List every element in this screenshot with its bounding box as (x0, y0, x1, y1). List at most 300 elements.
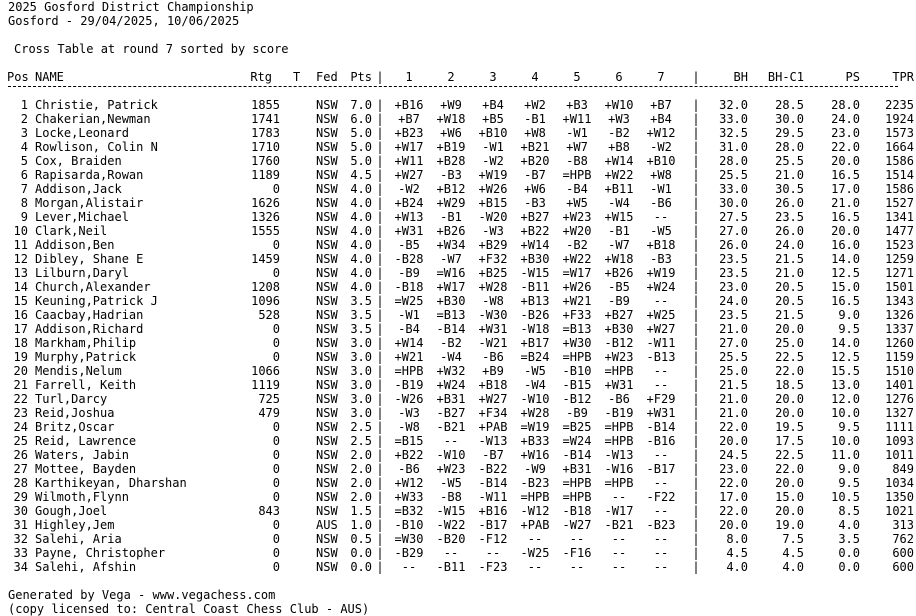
cell-rtg: 479 (258, 406, 280, 420)
cell-round-1: -B18 (394, 280, 424, 294)
cell-ps: 12.5 (831, 350, 860, 364)
cell-fed: NSW (316, 350, 338, 364)
cell-round-2: -W7 (440, 252, 462, 266)
cell-tpr: 1510 (885, 364, 914, 378)
cell-pos: 3 (20, 126, 28, 140)
cell-name: Locke,Leonard (35, 126, 129, 140)
cell-rtg: 1066 (251, 364, 280, 378)
row-separator-right: | (692, 182, 700, 196)
cell-round-5: -B9 (566, 406, 588, 420)
cell-ps: 4.0 (838, 518, 860, 532)
cell-round-7: +W8 (650, 168, 672, 182)
cell-pts: 3.0 (350, 336, 372, 350)
cell-round-1: -B29 (394, 546, 424, 560)
cell-round-7: -B13 (646, 350, 676, 364)
cell-round-5: -W27 (562, 518, 592, 532)
col-round-5: 5 (573, 70, 581, 84)
cell-round-5: -B15 (562, 378, 592, 392)
cell-bh: 4.5 (726, 546, 748, 560)
table-row (0, 210, 916, 224)
cell-round-3: +W31 (478, 322, 508, 336)
cell-rtg: 1119 (251, 378, 280, 392)
cell-rtg: 0 (272, 336, 280, 350)
cell-bhc1: 23.5 (775, 210, 804, 224)
cell-round-6: -B5 (608, 280, 630, 294)
cell-round-6: -B6 (608, 392, 630, 406)
cell-round-7: -- (653, 378, 669, 392)
cell-round-5: -B8 (566, 154, 588, 168)
row-separator-right: | (692, 238, 700, 252)
cell-round-7: -W5 (650, 224, 672, 238)
cell-round-2: +B26 (436, 224, 466, 238)
cell-tpr: 762 (892, 532, 914, 546)
cell-fed: NSW (316, 98, 338, 112)
cell-fed: NSW (316, 224, 338, 238)
cell-round-4: -- (527, 560, 543, 574)
cell-fed: NSW (316, 364, 338, 378)
table-row (0, 322, 916, 336)
cell-pos: 2 (20, 112, 28, 126)
cell-round-6: -- (611, 546, 627, 560)
row-separator-left: | (376, 308, 384, 322)
cell-pts: 4.0 (350, 196, 372, 210)
cell-round-6: =HPB (604, 434, 634, 448)
col-pos: Pos (7, 70, 29, 84)
row-separator-right: | (692, 210, 700, 224)
cell-bhc1: 20.0 (775, 504, 804, 518)
cell-rtg: 0 (272, 434, 280, 448)
cell-round-6: -- (611, 490, 627, 504)
cell-fed: NSW (316, 280, 338, 294)
cell-bhc1: 22.0 (775, 462, 804, 476)
cell-round-1: +B16 (394, 98, 424, 112)
row-separator-right: | (692, 294, 700, 308)
cell-round-4: -W5 (524, 364, 546, 378)
row-separator-left: | (376, 392, 384, 406)
cell-round-2: +B12 (436, 182, 466, 196)
cell-bh: 24.0 (719, 294, 748, 308)
row-separator-right: | (692, 406, 700, 420)
cell-round-4: -B1 (524, 112, 546, 126)
cell-pos: 16 (13, 308, 28, 322)
cell-round-7: +W27 (646, 322, 676, 336)
cell-round-6: -W4 (608, 196, 630, 210)
cell-round-4: +B17 (520, 336, 550, 350)
row-separator-right: | (692, 518, 700, 532)
cell-round-7: -- (653, 532, 669, 546)
cell-round-6: =HPB (604, 364, 634, 378)
cell-round-6: -W7 (608, 238, 630, 252)
table-row (0, 238, 916, 252)
cell-name: Rapisarda,Rowan (35, 168, 144, 182)
row-separator-right: | (692, 420, 700, 434)
cell-round-1: -B9 (398, 266, 420, 280)
table-row (0, 252, 916, 266)
cell-round-1: -B28 (394, 252, 424, 266)
cell-rtg: 1783 (251, 126, 280, 140)
cell-round-3: +W28 (478, 280, 508, 294)
cell-fed: NSW (316, 448, 338, 462)
col-bhc1: BH-C1 (767, 70, 804, 84)
cell-round-5: -- (569, 560, 585, 574)
cell-round-4: -- (527, 532, 543, 546)
cell-round-2: +B31 (436, 392, 466, 406)
cell-tpr: 313 (892, 518, 914, 532)
cell-round-6: -B1 (608, 224, 630, 238)
cell-round-6: -B2 (608, 126, 630, 140)
cell-tpr: 1477 (885, 224, 914, 238)
cell-round-7: -- (653, 504, 669, 518)
cell-ps: 11.0 (831, 448, 860, 462)
cell-pts: 0.5 (350, 532, 372, 546)
cell-round-5: +B31 (562, 462, 592, 476)
table-row (0, 168, 916, 182)
cell-ps: 16.5 (831, 294, 860, 308)
cell-round-1: +B23 (394, 126, 424, 140)
cell-round-2: +W9 (440, 98, 462, 112)
cell-round-5: +W26 (562, 280, 592, 294)
cell-fed: NSW (316, 266, 338, 280)
cell-round-4: =W19 (520, 420, 550, 434)
cell-bh: 33.0 (719, 182, 748, 196)
cell-name: Morgan,Alistair (35, 196, 144, 210)
cell-rtg: 1741 (251, 112, 280, 126)
cell-rtg: 0 (272, 518, 280, 532)
cell-bhc1: 4.0 (782, 560, 804, 574)
cell-bh: 25.0 (719, 364, 748, 378)
cell-bhc1: 22.5 (775, 350, 804, 364)
row-separator-right: | (692, 504, 700, 518)
row-separator-left: | (376, 532, 384, 546)
cell-round-6: =HPB (604, 476, 634, 490)
cell-round-4: -W4 (524, 378, 546, 392)
cell-round-2: =B13 (436, 308, 466, 322)
cell-round-1: +B22 (394, 448, 424, 462)
cell-round-6: +W31 (604, 378, 634, 392)
row-separator-left: | (376, 294, 384, 308)
cell-round-3: -W20 (478, 210, 508, 224)
cell-round-7: -W1 (650, 182, 672, 196)
cell-pts: 0.0 (350, 560, 372, 574)
cell-round-5: -B4 (566, 182, 588, 196)
row-separator-right: | (692, 168, 700, 182)
cell-round-2: +W32 (436, 364, 466, 378)
cell-bhc1: 19.0 (775, 518, 804, 532)
cell-pts: 2.0 (350, 448, 372, 462)
cell-pts: 4.0 (350, 252, 372, 266)
col-rtg: Rtg (250, 70, 272, 84)
row-separator-right: | (692, 336, 700, 350)
row-separator-left: | (376, 196, 384, 210)
row-separator-left: | (376, 546, 384, 560)
cell-fed: NSW (316, 336, 338, 350)
footer-generated: Generated by Vega - www.vegachess.com (8, 588, 276, 602)
cell-round-2: -W22 (436, 518, 466, 532)
table-row (0, 518, 916, 532)
cell-rtg: 0 (272, 448, 280, 462)
cell-round-3: +B29 (478, 238, 508, 252)
cell-pts: 3.5 (350, 308, 372, 322)
table-row (0, 560, 916, 574)
cell-pos: 23 (13, 406, 28, 420)
row-separator-right: | (692, 252, 700, 266)
cell-fed: NSW (316, 294, 338, 308)
row-separator-right: | (692, 112, 700, 126)
cell-bh: 27.0 (719, 224, 748, 238)
cell-bhc1: 4.5 (782, 546, 804, 560)
cell-name: Gough,Joel (35, 504, 108, 518)
cell-tpr: 1276 (885, 392, 914, 406)
cell-round-6: -B9 (608, 294, 630, 308)
cell-rtg: 1760 (251, 154, 280, 168)
cell-fed: AUS (316, 518, 338, 532)
cell-name: Salehi, Afshin (35, 560, 137, 574)
cell-fed: NSW (316, 378, 338, 392)
cell-tpr: 1341 (885, 210, 914, 224)
cell-round-5: -B18 (562, 504, 592, 518)
cell-round-6: +B11 (604, 182, 634, 196)
row-separator-right: | (692, 434, 700, 448)
cell-round-1: +W33 (394, 490, 424, 504)
cell-ps: 14.0 (831, 336, 860, 350)
row-separator-right: | (692, 224, 700, 238)
cell-round-4: =B24 (520, 350, 550, 364)
cell-round-4: -B3 (524, 196, 546, 210)
cell-round-1: +W11 (394, 154, 424, 168)
table-row (0, 140, 916, 154)
cell-round-4: +W28 (520, 406, 550, 420)
cell-round-5: =HPB (562, 490, 592, 504)
cell-round-4: +B13 (520, 294, 550, 308)
table-row (0, 546, 916, 560)
cell-round-2: +B28 (436, 154, 466, 168)
cell-round-5: =HPB (562, 168, 592, 182)
cell-pts: 1.5 (350, 504, 372, 518)
cell-fed: NSW (316, 476, 338, 490)
cell-pos: 30 (13, 504, 28, 518)
cell-name: Mottee, Bayden (35, 462, 137, 476)
cell-fed: NSW (316, 546, 338, 560)
cell-pts: 4.0 (350, 238, 372, 252)
cell-bh: 22.0 (719, 476, 748, 490)
col-t: T (293, 70, 301, 84)
cell-round-1: =B15 (394, 434, 424, 448)
cell-ps: 9.5 (838, 322, 860, 336)
cell-round-6: -B19 (604, 406, 634, 420)
row-separator-right: | (692, 350, 700, 364)
row-separator-left: | (376, 462, 384, 476)
cell-pts: 5.0 (350, 140, 372, 154)
row-separator-right: | (692, 546, 700, 560)
cell-tpr: 1501 (885, 280, 914, 294)
cell-round-5: -W1 (566, 126, 588, 140)
cell-rtg: 0 (272, 490, 280, 504)
cell-tpr: 1034 (885, 476, 914, 490)
cell-ps: 23.0 (831, 126, 860, 140)
row-separator-left: | (376, 378, 384, 392)
table-row (0, 504, 916, 518)
cell-tpr: 2235 (885, 98, 914, 112)
cell-round-7: +B7 (650, 98, 672, 112)
cell-tpr: 1327 (885, 406, 914, 420)
cell-round-2: -B27 (436, 406, 466, 420)
row-separator-left: | (376, 448, 384, 462)
header-divider (8, 86, 898, 87)
cell-round-7: -- (653, 210, 669, 224)
cell-bh: 20.0 (719, 518, 748, 532)
row-separator-right: | (692, 462, 700, 476)
cell-pos: 15 (13, 294, 28, 308)
table-row (0, 350, 916, 364)
cell-pos: 28 (13, 476, 28, 490)
cell-round-1: +W13 (394, 210, 424, 224)
cell-pos: 1 (20, 98, 28, 112)
cell-bh: 27.5 (719, 210, 748, 224)
table-row (0, 196, 916, 210)
cell-round-5: -B10 (562, 364, 592, 378)
col-sep-left: | (376, 70, 384, 84)
row-separator-left: | (376, 406, 384, 420)
col-tpr: TPR (892, 70, 914, 84)
cell-bh: 8.0 (726, 532, 748, 546)
cell-bh: 30.0 (719, 196, 748, 210)
row-separator-right: | (692, 448, 700, 462)
row-separator-right: | (692, 98, 700, 112)
cell-pts: 3.0 (350, 364, 372, 378)
cell-name: Wilmoth,Flynn (35, 490, 129, 504)
cell-tpr: 1527 (885, 196, 914, 210)
row-separator-left: | (376, 434, 384, 448)
cell-pts: 2.0 (350, 490, 372, 504)
cell-name: Church,Alexander (35, 280, 151, 294)
col-round-4: 4 (531, 70, 539, 84)
col-round-3: 3 (489, 70, 497, 84)
row-separator-right: | (692, 490, 700, 504)
cell-round-2: -B3 (440, 168, 462, 182)
cell-pos: 25 (13, 434, 28, 448)
cell-pts: 4.0 (350, 210, 372, 224)
cell-pos: 21 (13, 378, 28, 392)
cell-pts: 0.0 (350, 546, 372, 560)
cell-round-6: =HPB (604, 420, 634, 434)
table-row (0, 448, 916, 462)
cell-rtg: 1459 (251, 252, 280, 266)
cell-round-5: +W22 (562, 252, 592, 266)
cell-pts: 7.0 (350, 98, 372, 112)
cell-round-4: +W2 (524, 98, 546, 112)
cell-round-3: +F32 (478, 252, 508, 266)
table-row (0, 364, 916, 378)
cell-tpr: 1260 (885, 336, 914, 350)
cell-pts: 2.5 (350, 434, 372, 448)
row-separator-left: | (376, 168, 384, 182)
cell-bh: 21.0 (719, 406, 748, 420)
cell-ps: 15.0 (831, 280, 860, 294)
row-separator-right: | (692, 154, 700, 168)
cell-bhc1: 21.5 (775, 308, 804, 322)
cell-round-6: +W10 (604, 98, 634, 112)
cell-round-2: -- (443, 434, 459, 448)
cell-pos: 8 (20, 196, 28, 210)
cell-fed: NSW (316, 322, 338, 336)
cell-pts: 3.0 (350, 350, 372, 364)
row-separator-left: | (376, 112, 384, 126)
cell-bh: 26.0 (719, 238, 748, 252)
cell-round-3: +W26 (478, 182, 508, 196)
cell-fed: NSW (316, 406, 338, 420)
cell-round-4: +W8 (524, 126, 546, 140)
cell-name: Rowlison, Colin N (35, 140, 158, 154)
cell-round-4: -B7 (524, 168, 546, 182)
cell-tpr: 1350 (885, 490, 914, 504)
cell-ps: 14.0 (831, 252, 860, 266)
cell-round-5: =B13 (562, 322, 592, 336)
table-row (0, 98, 916, 112)
cell-tpr: 1664 (885, 140, 914, 154)
cell-round-1: =HPB (394, 364, 424, 378)
table-row (0, 378, 916, 392)
page-title: 2025 Gosford District Championship (8, 0, 254, 14)
cell-round-3: +B15 (478, 196, 508, 210)
cell-rtg: 528 (258, 308, 280, 322)
cell-round-1: -W26 (394, 392, 424, 406)
cell-round-3: -W2 (482, 154, 504, 168)
cell-bhc1: 21.5 (775, 252, 804, 266)
cell-round-2: -B20 (436, 532, 466, 546)
cell-round-3: +B9 (482, 364, 504, 378)
cell-round-5: =W24 (562, 434, 592, 448)
cell-pts: 4.0 (350, 224, 372, 238)
cell-round-4: +B33 (520, 434, 550, 448)
cell-ps: 24.0 (831, 112, 860, 126)
cell-round-3: -W30 (478, 308, 508, 322)
cell-ps: 13.0 (831, 378, 860, 392)
row-separator-left: | (376, 210, 384, 224)
cell-pos: 4 (20, 140, 28, 154)
cell-round-2: -W15 (436, 504, 466, 518)
cell-round-3: -W1 (482, 140, 504, 154)
cell-name: Addison,Ben (35, 238, 115, 252)
cell-bh: 23.5 (719, 252, 748, 266)
cell-tpr: 1523 (885, 238, 914, 252)
cell-name: Karthikeyan, Dharshan (35, 476, 187, 490)
cell-round-6: +W22 (604, 168, 634, 182)
cell-bhc1: 7.5 (782, 532, 804, 546)
cell-name: Lilburn,Daryl (35, 266, 129, 280)
row-separator-right: | (692, 280, 700, 294)
row-separator-right: | (692, 560, 700, 574)
cell-round-3: +F34 (478, 406, 508, 420)
cell-pos: 11 (13, 238, 28, 252)
cell-pos: 32 (13, 532, 28, 546)
col-ps: PS (845, 70, 860, 84)
cell-pos: 9 (20, 210, 28, 224)
cell-round-6: +B26 (604, 266, 634, 280)
col-sep-right: | (692, 70, 700, 84)
cell-rtg: 0 (272, 560, 280, 574)
cell-tpr: 1326 (885, 308, 914, 322)
row-separator-right: | (692, 266, 700, 280)
cell-pts: 6.0 (350, 112, 372, 126)
table-row (0, 182, 916, 196)
cell-bhc1: 18.5 (775, 378, 804, 392)
cell-pos: 26 (13, 448, 28, 462)
cell-bh: 4.0 (726, 560, 748, 574)
cell-name: Addison,Jack (35, 182, 122, 196)
table-row (0, 532, 916, 546)
cell-rtg: 0 (272, 546, 280, 560)
cell-round-3: -F12 (478, 532, 508, 546)
